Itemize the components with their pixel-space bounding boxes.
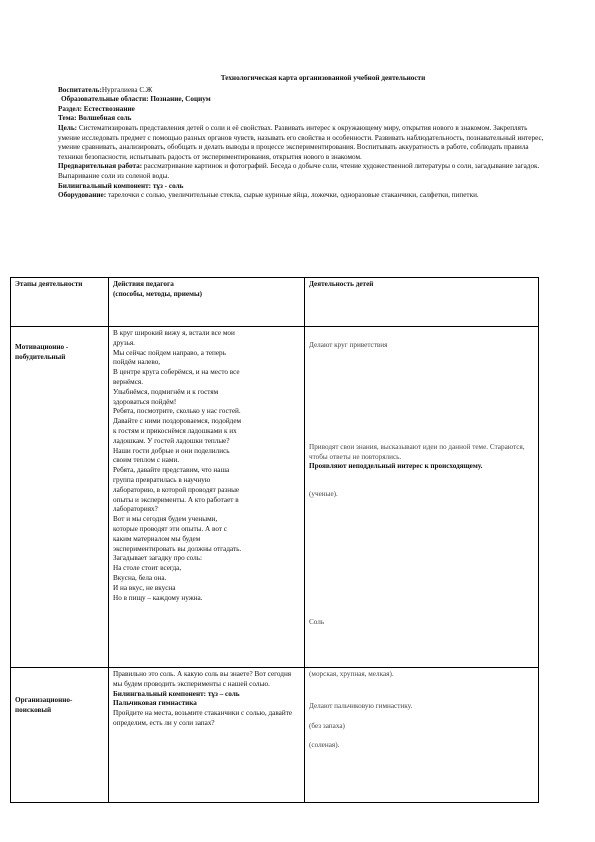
header-line-areas [58,95,548,105]
table-row [11,668,539,803]
header-line-equipment [58,191,548,201]
children-activity: Соль [309,617,325,626]
stage-cell [11,327,109,668]
teacher-line: Загадывает загадку про соль: [113,554,203,563]
header-line-teacher [58,86,548,96]
header-label: Образовательные области: [61,95,149,104]
teacher-line: И на вкус, не вкусна [113,583,176,592]
header-text: Естествознание [83,104,135,113]
teacher-line: ладошкам. У гостей ладошки теплые? [113,436,230,445]
header-line-section [58,105,548,115]
teacher-line: лабораториях? [113,505,158,514]
children-lines [309,329,534,628]
table-header-row [11,278,539,327]
children-activity: Делают круг приветствия [309,341,388,349]
teacher-cell [109,668,305,803]
teacher-line: Давайте с ними поздороваемся, подойдем [113,417,242,426]
activity-table [10,277,539,803]
teacher-line: здороваться пойдём! [113,397,177,406]
children-activity: (соленая). [309,741,340,750]
teacher-line: опыты и эксперименты. А кто работает в [113,495,239,504]
children-activity: Приводят свои знания, высказывают идеи по данной теме. Стараются, чтобы ответы не повторялись. [309,442,525,461]
teacher-line: Вот и мы сегодня будем учеными, [113,515,218,524]
header-line-bilingual [58,182,548,192]
teacher-line: Ребята, посмотрите, сколько у нас гостей. [113,407,241,416]
teacher-line: Ребята, давайте представим, что наша [113,466,230,475]
teacher-line: Улыбнёмся, подмигнём и к гостям [113,387,219,396]
header-text: тарелочки с солью, увеличительные стекла, сырые куриные яйца, ложечки, одноразовые стаканчики, салфетки, пипетки. [107,191,479,200]
header-cell-teacher-text: Действия педагога (способы, методы, приемы) [113,280,203,298]
children-activity: Проявляют неподдельный интерес к происходящему. [309,462,483,471]
teacher-line: к гостям и прикоснёмся ладошками к их [113,426,237,435]
teacher-line: Наши гости добрые и они поделились [113,446,230,455]
header-text: Познание, Социум [150,95,211,104]
teacher-line: Мы сейчас пойдем направо, а теперь [113,348,226,357]
children-cell [305,668,539,803]
header-label: Цель: [58,123,78,132]
header-text: рассматривание картинок и фотографий. Беседа о добыче соли, чтение художественной литературы о соли, загадывание загадок. Выпаривание соли из соленой воды. [58,162,540,180]
teacher-line: пойдём налево, [113,358,161,367]
teacher-line: В круг широкий вижу я, встали все мои [113,329,235,337]
header-label: Тема: [58,114,77,123]
header-text: Нургалиева С.Ж [101,85,153,94]
teacher-line: На столе стоит всегда, [113,564,182,573]
teacher-line: лабораторию, в которой проводят разные [113,485,240,494]
teacher-line: группа превратилась в научную [113,475,211,484]
header-line-goal [58,124,548,162]
header-label: Оборудование: [58,191,107,200]
header-line-prework [58,162,548,181]
children-cell [305,327,539,668]
header-text: тұз - соль [152,181,184,190]
teacher-paragraph: Правильно это соль. А какую соль вы знаете? Вот сегодня мы будем проводить эксперименты с нашей солью. [113,670,292,688]
children-activity: (ученые). [309,490,338,499]
teacher-line: Вкусна, бела она. [113,573,167,582]
teacher-cell [109,327,305,668]
children-activity: (без запаха) [309,721,345,730]
stage-label: Организационно-поисковый [15,696,73,714]
header-cell-stage: Этапы деятельности [11,278,109,327]
teacher-line: которые проводят эти опыты. А вот с [113,524,228,533]
teacher-line: В центре круга соберёмся, и на место все [113,368,240,377]
header-text: Систематизировать представления детей о соли и её свойствах. Развивать интерес к окружающему миру, открытия нового в знакомом. Закреплять умение исследовать предмет с помощью разных органов чувств, называть его свойства и особенности. Развивать наблюдательность, познавательный интерес, умение сравнивать, анализировать, обобщать и делать выводы в процессе экспериментирования. Воспитывать аккуратность в работе, соблюдать правила техники безопасности, испытывать радость от экспериментирования, открытия нового в знакомом. [58,123,544,161]
teacher-paragraph: Пройдите на места, возьмите стаканчики с солью, давайте определим, есть ли у соли запах? [113,709,293,727]
header-text: Волшебная соль [78,114,132,123]
header-cell-teacher [109,278,305,327]
table-row [11,327,539,668]
children-activity: Делают пальчиковую гимнастику. [309,701,413,710]
document-header [58,74,548,201]
stage-cell [11,668,109,803]
teacher-line: друзья. [113,338,135,347]
header-label: Раздел: [58,104,82,113]
stage-label: Мотивационно - побудительный [15,343,69,361]
children-activity: (морская, хрупная, мелкая). [309,670,394,678]
header-label: Воспитатель: [58,85,102,94]
header-cell-children: Деятельность детей [305,278,539,327]
teacher-line: экспериментировать вы должны отгадать. [113,544,242,553]
teacher-paragraph: Билингвальный компонент: тұз – соль [113,689,240,698]
children-lines [309,670,534,751]
teacher-line: каким материалом мы будем [113,534,201,543]
teacher-lines [113,329,300,603]
header-label: Предварительная работа: [58,162,143,171]
header-line-topic [58,114,548,124]
document-title: Технологическая карта организованной учебной деятельности [220,74,426,82]
teacher-line: Но в пищу – каждому нужна. [113,593,203,602]
teacher-lines [113,670,300,729]
header-label: Билингвальный компонент: [58,181,152,190]
teacher-paragraph: Пальчиковая гимнастика [113,699,197,708]
teacher-line: своим теплом с нами. [113,456,180,465]
teacher-line: вернёмся. [113,377,144,386]
